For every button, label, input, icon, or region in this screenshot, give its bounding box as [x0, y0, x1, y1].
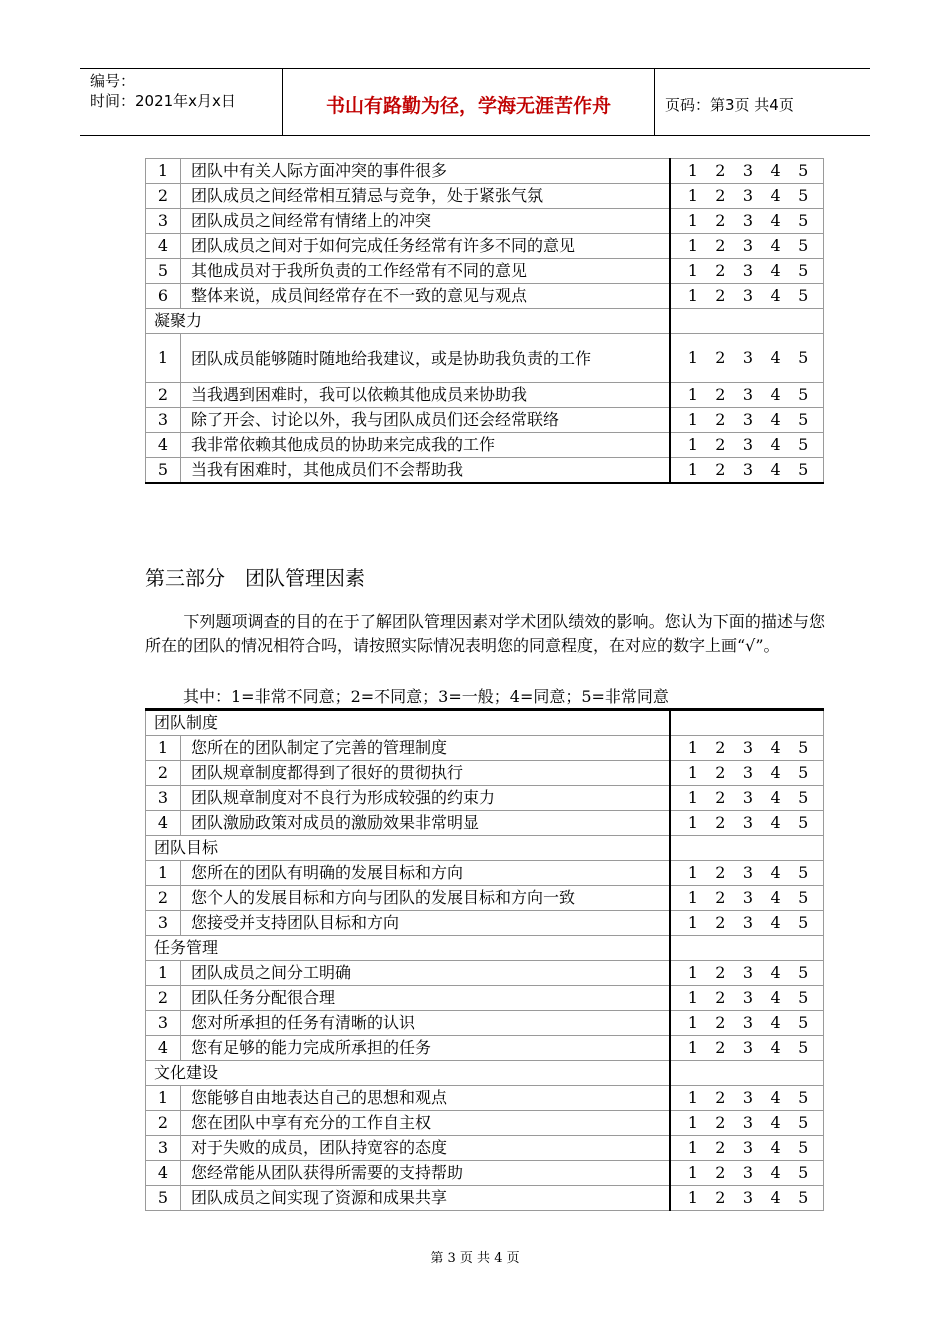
question-text: 您在团队中享有充分的工作自主权 — [181, 1111, 671, 1136]
rating-scale[interactable] — [670, 1186, 824, 1211]
rating-scale[interactable] — [670, 1011, 824, 1036]
rating-option[interactable]: 3 — [742, 963, 754, 982]
question-row — [146, 284, 824, 309]
rating-option[interactable]: 5 — [798, 435, 809, 454]
rating-option[interactable]: 1 — [687, 211, 698, 230]
header-motto: 书山有路勤为径，学海无涯苦作舟 — [283, 69, 655, 135]
page-footer: 第 3 页 共 4 页 — [430, 1251, 520, 1266]
rating-option[interactable]: 4 — [770, 435, 781, 454]
question-row — [146, 408, 824, 433]
rating-option[interactable]: 4 — [770, 385, 781, 404]
question-number: 2 — [146, 383, 181, 408]
rating-option[interactable]: 4 — [770, 988, 781, 1007]
question-row — [146, 383, 824, 408]
question-text: 您对所承担的任务有清晰的认识 — [181, 1011, 671, 1036]
rating-option[interactable]: 5 — [798, 1088, 809, 1107]
rating-option[interactable]: 2 — [715, 788, 726, 807]
question-row — [146, 1111, 824, 1136]
rating-option[interactable]: 5 — [798, 1013, 809, 1032]
rating-option[interactable]: 5 — [798, 460, 809, 479]
rating-option[interactable]: 2 — [715, 863, 726, 882]
question-text: 您个人的发展目标和方向与团队的发展目标和方向一致 — [181, 886, 671, 911]
rating-scale[interactable] — [670, 1136, 824, 1161]
question-text: 团队成员之间实现了资源和成果共享 — [181, 1186, 671, 1211]
rating-option[interactable]: 4 — [770, 1013, 781, 1032]
rating-option[interactable]: 2 — [715, 1113, 726, 1132]
rating-option[interactable]: 5 — [798, 186, 809, 205]
rating-scale[interactable] — [670, 911, 824, 936]
question-text: 您有足够的能力完成所承担的任务 — [181, 1036, 671, 1061]
rating-option[interactable]: 1 — [687, 348, 698, 367]
question-text: 团队成员之间经常相互猜忌与竞争，处于紧张气氛 — [181, 184, 671, 209]
rating-option[interactable]: 2 — [715, 1163, 726, 1182]
rating-option[interactable]: 5 — [798, 410, 809, 429]
rating-option[interactable]: 4 — [770, 1113, 781, 1132]
question-number: 4 — [146, 1036, 181, 1061]
rating-option[interactable]: 1 — [687, 1088, 698, 1107]
rating-option[interactable]: 2 — [715, 888, 726, 907]
rating-option[interactable]: 1 — [687, 1013, 698, 1032]
rating-option[interactable]: 2 — [715, 1138, 726, 1157]
rating-option[interactable]: 3 — [742, 763, 754, 782]
header-meta — [80, 69, 283, 135]
rating-option[interactable]: 3 — [742, 1038, 754, 1057]
rating-option[interactable]: 4 — [770, 788, 781, 807]
rating-option[interactable]: 1 — [687, 1138, 698, 1157]
rating-option[interactable]: 1 — [687, 186, 698, 205]
rating-scale[interactable] — [670, 861, 824, 886]
rating-option[interactable]: 2 — [715, 763, 726, 782]
rating-option[interactable]: 2 — [715, 385, 726, 404]
question-number: 1 — [146, 736, 181, 761]
rating-option[interactable]: 4 — [770, 863, 781, 882]
question-row — [146, 761, 824, 786]
rating-scale[interactable] — [670, 736, 824, 761]
rating-option[interactable]: 1 — [687, 1113, 698, 1132]
question-text: 您能够自由地表达自己的思想和观点 — [181, 1086, 671, 1111]
rating-option[interactable]: 1 — [687, 435, 698, 454]
time-label: 时间：2021年x月x日 — [90, 92, 236, 110]
rating-option[interactable]: 1 — [687, 1038, 698, 1057]
rating-option[interactable]: 5 — [798, 913, 809, 932]
question-row — [146, 911, 824, 936]
question-row — [146, 961, 824, 986]
question-number: 2 — [146, 1111, 181, 1136]
rating-option[interactable]: 1 — [687, 963, 698, 982]
question-row — [146, 886, 824, 911]
question-number: 3 — [146, 1136, 181, 1161]
rating-option[interactable]: 3 — [742, 913, 754, 932]
section-title: 团队制度 — [146, 710, 671, 736]
rating-option[interactable]: 2 — [715, 1038, 726, 1057]
page-header — [80, 68, 870, 136]
rating-option[interactable]: 3 — [742, 236, 754, 255]
rating-scale[interactable] — [670, 284, 824, 309]
rating-option[interactable]: 5 — [798, 1163, 809, 1182]
question-text: 您经常能从团队获得所需要的支持帮助 — [181, 1161, 671, 1186]
part3-intro: 下列题项调查的目的在于了解团队管理因素对学术团队绩效的影响。您认为下面的描述与您所在的团队的情况相符合吗，请按照实际情况表明您的同意程度，在对应的数字上画“√”。 — [145, 612, 825, 655]
section-title: 文化建设 — [146, 1061, 671, 1086]
rating-option[interactable]: 1 — [687, 888, 698, 907]
rating-scale[interactable] — [670, 383, 824, 408]
rating-option[interactable]: 1 — [687, 286, 698, 305]
question-text: 您接受并支持团队目标和方向 — [181, 911, 671, 936]
rating-option[interactable]: 5 — [798, 763, 809, 782]
question-text: 团队成员能够随时随地给我建议，或是协助我负责的工作 — [181, 334, 671, 383]
question-number: 1 — [146, 334, 181, 383]
question-number: 1 — [146, 1086, 181, 1111]
rating-scale[interactable] — [670, 986, 824, 1011]
question-row — [146, 811, 824, 836]
rating-option[interactable]: 3 — [742, 1138, 754, 1157]
rating-option[interactable]: 1 — [687, 385, 698, 404]
question-row — [146, 1036, 824, 1061]
management-factors-table — [145, 708, 824, 1211]
rating-option[interactable]: 3 — [742, 1113, 754, 1132]
rating-option[interactable]: 1 — [687, 788, 698, 807]
question-number: 5 — [146, 1186, 181, 1211]
rating-option[interactable]: 4 — [770, 211, 781, 230]
rating-scale[interactable] — [670, 811, 824, 836]
rating-option[interactable]: 4 — [770, 348, 781, 367]
question-text: 团队规章制度对不良行为形成较强的约束力 — [181, 786, 671, 811]
question-text: 团队成员之间对于如何完成任务经常有许多不同的意见 — [181, 234, 671, 259]
question-text: 当我遇到困难时，我可以依赖其他成员来协助我 — [181, 383, 671, 408]
question-number: 6 — [146, 284, 181, 309]
rating-option[interactable]: 3 — [742, 988, 754, 1007]
question-row — [146, 458, 824, 484]
rating-option[interactable]: 2 — [715, 161, 726, 180]
rating-option[interactable]: 4 — [770, 286, 781, 305]
conflict-cohesion-table — [145, 158, 824, 484]
rating-option[interactable]: 2 — [715, 211, 726, 230]
rating-option[interactable]: 5 — [798, 788, 809, 807]
question-row — [146, 1011, 824, 1036]
rating-scale[interactable] — [670, 259, 824, 284]
rating-option[interactable]: 2 — [715, 1013, 726, 1032]
section-title: 凝聚力 — [146, 309, 671, 334]
header-page-label: 页码：第3页 共4页 — [665, 95, 794, 114]
rating-option[interactable]: 3 — [742, 1013, 754, 1032]
rating-scale[interactable] — [670, 1111, 824, 1136]
rating-scale[interactable] — [670, 209, 824, 234]
rating-scale[interactable] — [670, 1086, 824, 1111]
rating-option[interactable]: 3 — [742, 1163, 754, 1182]
rating-option[interactable]: 5 — [798, 988, 809, 1007]
question-text: 您所在的团队制定了完善的管理制度 — [181, 736, 671, 761]
rating-option[interactable]: 5 — [798, 1038, 809, 1057]
question-text: 团队成员之间分工明确 — [181, 961, 671, 986]
rating-option[interactable]: 3 — [742, 435, 754, 454]
rating-option[interactable]: 4 — [770, 813, 781, 832]
question-text: 整体来说，成员间经常存在不一致的意见与观点 — [181, 284, 671, 309]
section-title: 团队目标 — [146, 836, 671, 861]
rating-option[interactable]: 4 — [770, 888, 781, 907]
rating-option[interactable]: 4 — [770, 261, 781, 280]
section-header-row — [146, 1061, 824, 1086]
question-row — [146, 159, 824, 184]
scale-legend: 其中：1=非常不同意；2=不同意；3=一般；4=同意；5=非常同意 — [183, 687, 669, 706]
question-text: 除了开会、讨论以外，我与团队成员们还会经常联络 — [181, 408, 671, 433]
rating-option[interactable]: 1 — [687, 863, 698, 882]
rating-option[interactable]: 2 — [715, 913, 726, 932]
section-header-row — [146, 710, 824, 736]
section-header-row — [146, 936, 824, 961]
rating-option[interactable]: 2 — [715, 261, 726, 280]
rating-option[interactable]: 2 — [715, 348, 726, 367]
rating-option[interactable]: 4 — [770, 1188, 781, 1207]
rating-option[interactable]: 5 — [798, 1138, 809, 1157]
rating-option[interactable]: 4 — [770, 763, 781, 782]
section-title: 任务管理 — [146, 936, 671, 961]
question-text: 团队规章制度都得到了很好的贯彻执行 — [181, 761, 671, 786]
rating-option[interactable]: 3 — [742, 888, 754, 907]
question-number: 4 — [146, 1161, 181, 1186]
section-header-row — [146, 836, 824, 861]
question-row — [146, 986, 824, 1011]
rating-scale[interactable] — [670, 408, 824, 433]
rating-option[interactable]: 3 — [742, 460, 754, 479]
question-row — [146, 861, 824, 886]
question-text: 团队激励政策对成员的激励效果非常明显 — [181, 811, 671, 836]
rating-scale[interactable] — [670, 786, 824, 811]
rating-scale[interactable] — [670, 961, 824, 986]
rating-option[interactable]: 5 — [798, 1113, 809, 1132]
question-text: 团队任务分配很合理 — [181, 986, 671, 1011]
rating-option[interactable]: 2 — [715, 1188, 726, 1207]
rating-scale[interactable] — [670, 433, 824, 458]
rating-option[interactable]: 3 — [742, 186, 754, 205]
rating-option[interactable]: 4 — [770, 913, 781, 932]
rating-option[interactable]: 5 — [798, 236, 809, 255]
question-number: 2 — [146, 986, 181, 1011]
question-number: 1 — [146, 159, 181, 184]
question-number: 3 — [146, 1011, 181, 1036]
rating-option[interactable]: 4 — [770, 1138, 781, 1157]
rating-option[interactable]: 3 — [742, 1088, 754, 1107]
rating-option[interactable]: 4 — [770, 236, 781, 255]
rating-scale[interactable] — [670, 234, 824, 259]
rating-option[interactable]: 2 — [715, 460, 726, 479]
rating-option[interactable]: 1 — [687, 763, 698, 782]
rating-option[interactable]: 5 — [798, 738, 809, 757]
rating-option[interactable]: 2 — [715, 813, 726, 832]
rating-scale[interactable] — [670, 184, 824, 209]
rating-option[interactable]: 3 — [742, 348, 754, 367]
rating-option[interactable]: 5 — [798, 211, 809, 230]
question-row — [146, 209, 824, 234]
rating-option[interactable]: 4 — [770, 410, 781, 429]
question-number: 4 — [146, 433, 181, 458]
rating-option[interactable]: 3 — [742, 863, 754, 882]
rating-option[interactable]: 1 — [687, 161, 698, 180]
question-row — [146, 259, 824, 284]
rating-option[interactable]: 5 — [798, 863, 809, 882]
rating-option[interactable]: 1 — [687, 410, 698, 429]
rating-scale[interactable] — [670, 886, 824, 911]
rating-option[interactable]: 3 — [742, 286, 754, 305]
rating-scale[interactable] — [670, 159, 824, 184]
rating-scale[interactable] — [670, 761, 824, 786]
rating-option[interactable]: 3 — [742, 1188, 754, 1207]
rating-option[interactable]: 3 — [742, 261, 754, 280]
question-row — [146, 1186, 824, 1211]
question-text: 对于失败的成员，团队持宽容的态度 — [181, 1136, 671, 1161]
question-number: 4 — [146, 234, 181, 259]
question-row — [146, 1136, 824, 1161]
question-text: 团队中有关人际方面冲突的事件很多 — [181, 159, 671, 184]
rating-option[interactable]: 4 — [770, 738, 781, 757]
rating-option[interactable]: 3 — [742, 385, 754, 404]
rating-option[interactable]: 4 — [770, 460, 781, 479]
question-text: 其他成员对于我所负责的工作经常有不同的意见 — [181, 259, 671, 284]
rating-option[interactable]: 1 — [687, 813, 698, 832]
question-row — [146, 1086, 824, 1111]
question-number: 1 — [146, 961, 181, 986]
rating-option[interactable]: 3 — [742, 738, 754, 757]
rating-option[interactable]: 2 — [715, 236, 726, 255]
rating-option[interactable]: 2 — [715, 186, 726, 205]
rating-option[interactable]: 2 — [715, 738, 726, 757]
rating-scale[interactable] — [670, 1161, 824, 1186]
rating-option[interactable]: 2 — [715, 435, 726, 454]
rating-option[interactable]: 4 — [770, 186, 781, 205]
question-number: 3 — [146, 911, 181, 936]
question-text: 团队成员之间经常有情绪上的冲突 — [181, 209, 671, 234]
question-number: 2 — [146, 184, 181, 209]
question-row — [146, 786, 824, 811]
question-row — [146, 334, 824, 383]
rating-option[interactable]: 1 — [687, 913, 698, 932]
rating-option[interactable]: 4 — [770, 963, 781, 982]
rating-option[interactable]: 4 — [770, 1038, 781, 1057]
question-number: 4 — [146, 811, 181, 836]
question-number: 5 — [146, 259, 181, 284]
rating-option[interactable]: 5 — [798, 813, 809, 832]
rating-option[interactable]: 1 — [687, 261, 698, 280]
question-text: 我非常依赖其他成员的协助来完成我的工作 — [181, 433, 671, 458]
rating-option[interactable]: 3 — [742, 788, 754, 807]
rating-option[interactable]: 5 — [798, 348, 809, 367]
rating-option[interactable]: 2 — [715, 286, 726, 305]
rating-option[interactable]: 2 — [715, 988, 726, 1007]
rating-option[interactable]: 5 — [798, 888, 809, 907]
question-number: 1 — [146, 861, 181, 886]
rating-option[interactable]: 3 — [742, 161, 754, 180]
rating-option[interactable]: 5 — [798, 161, 809, 180]
rating-option[interactable]: 2 — [715, 1088, 726, 1107]
section-header-row — [146, 309, 824, 334]
rating-option[interactable]: 4 — [770, 161, 781, 180]
question-number: 3 — [146, 209, 181, 234]
question-row — [146, 1161, 824, 1186]
part3-title: 第三部分 团队管理因素 — [145, 566, 365, 590]
rating-option[interactable]: 4 — [770, 1163, 781, 1182]
rating-option[interactable]: 2 — [715, 410, 726, 429]
question-number: 5 — [146, 458, 181, 484]
question-number: 3 — [146, 408, 181, 433]
rating-option[interactable]: 1 — [687, 460, 698, 479]
rating-option[interactable]: 5 — [798, 963, 809, 982]
question-row — [146, 433, 824, 458]
question-row — [146, 234, 824, 259]
rating-scale[interactable] — [670, 334, 824, 383]
rating-option[interactable]: 3 — [742, 410, 754, 429]
rating-scale[interactable] — [670, 1036, 824, 1061]
rating-scale[interactable] — [670, 458, 824, 484]
rating-option[interactable]: 5 — [798, 1188, 809, 1207]
rating-option[interactable]: 3 — [742, 211, 754, 230]
rating-option[interactable]: 1 — [687, 738, 698, 757]
rating-option[interactable]: 1 — [687, 988, 698, 1007]
question-number: 2 — [146, 886, 181, 911]
question-text: 当我有困难时，其他成员们不会帮助我 — [181, 458, 671, 484]
rating-option[interactable]: 2 — [715, 963, 726, 982]
question-number: 3 — [146, 786, 181, 811]
question-number: 2 — [146, 761, 181, 786]
rating-option[interactable]: 5 — [798, 261, 809, 280]
rating-option[interactable]: 3 — [742, 813, 754, 832]
question-text: 您所在的团队有明确的发展目标和方向 — [181, 861, 671, 886]
rating-option[interactable]: 1 — [687, 236, 698, 255]
rating-option[interactable]: 1 — [687, 1163, 698, 1182]
question-row — [146, 736, 824, 761]
rating-option[interactable]: 4 — [770, 1088, 781, 1107]
code-label: 编号： — [90, 72, 136, 90]
question-row — [146, 184, 824, 209]
rating-option[interactable]: 5 — [798, 385, 809, 404]
rating-option[interactable]: 5 — [798, 286, 809, 305]
rating-option[interactable]: 1 — [687, 1188, 698, 1207]
